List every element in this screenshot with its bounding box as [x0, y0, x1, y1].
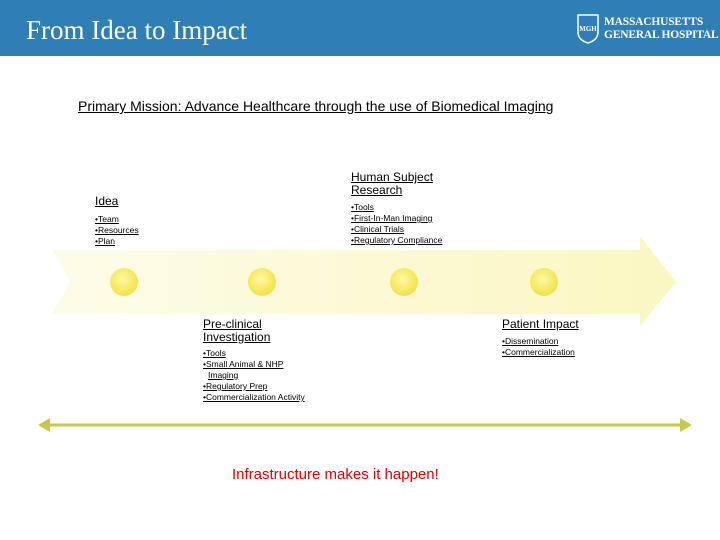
stage-idea-title: Idea — [95, 194, 119, 208]
stage-human-research-list — [351, 202, 442, 246]
slide-title: From Idea to Impact — [26, 15, 248, 45]
logo-line-2: GENERAL HOSPITAL — [604, 29, 719, 41]
milestone-node-2 — [248, 268, 276, 296]
list-item: • Resources — [95, 225, 139, 236]
stage-preclinical-list — [203, 348, 305, 403]
list-item: • Tools — [203, 348, 305, 359]
stage-title-line: Investigation — [203, 330, 271, 344]
list-item — [203, 370, 305, 381]
list-item: • Clinical Trials — [351, 224, 442, 235]
milestone-node-4 — [530, 268, 558, 296]
stage-title-line: Human Subject — [351, 170, 434, 184]
list-item: • First-In-Man Imaging — [351, 213, 442, 224]
bar-right-arrowhead — [680, 418, 692, 432]
list-item: • Commercialization — [502, 347, 575, 358]
stage-preclinical-title — [203, 318, 270, 344]
stage-patient-impact-title: Patient Impact — [502, 317, 579, 331]
stage-idea-list — [95, 214, 139, 247]
stage-title-line: Research — [351, 183, 403, 197]
list-item: • Team — [95, 214, 139, 225]
infrastructure-bar — [38, 418, 692, 432]
list-item: • Plan — [95, 236, 139, 247]
arrow-body — [52, 236, 676, 326]
milestone-node-1 — [110, 268, 138, 296]
infrastructure-tagline: Infrastructure makes it happen! — [232, 466, 439, 483]
logo-mark-text: MGH — [579, 25, 597, 33]
bar-left-arrowhead — [38, 418, 50, 432]
stage-human-research-title — [351, 171, 433, 197]
list-item: • Regulatory Compliance — [351, 235, 442, 246]
logo-line-1: MASSACHUSETTS — [604, 16, 704, 28]
list-item: • Commercialization Activity — [203, 392, 305, 403]
list-item: • Dissemination — [502, 336, 575, 347]
list-item: • Small Animal & NHP — [203, 359, 305, 370]
list-item: • Regulatory Prep — [203, 381, 305, 392]
list-item-continuation: Imaging — [208, 370, 239, 380]
mission-statement: Primary Mission: Advance Healthcare through the use of Biomedical Imaging — [78, 98, 554, 114]
milestone-node-3 — [390, 268, 418, 296]
stage-title-line: Pre-clinical — [203, 317, 262, 331]
list-item: • Tools — [351, 202, 442, 213]
stage-patient-impact-list — [502, 336, 575, 358]
